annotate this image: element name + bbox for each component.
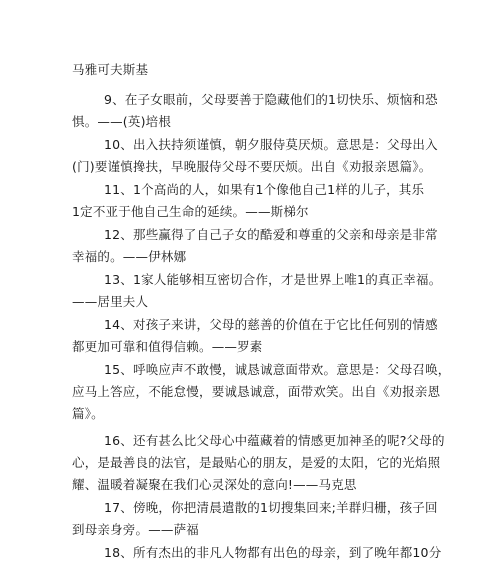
paragraph-16-line-1: 16、还有甚么比父母心中蕴藏着的情感更加神圣的呢?父母的 [104, 433, 445, 448]
paragraph-15-line-3: 篇》。 [72, 406, 104, 421]
paragraph-14-line-2: 都更加可靠和值得信赖。——罗素 [72, 339, 263, 354]
paragraph-16-line-2: 心，是最善良的法官，是最贴心的朋友，是爱的太阳，它的光焰照 [72, 455, 441, 470]
paragraph-13-line-2: ——居里夫人 [72, 294, 149, 309]
paragraph-14-line-1: 14、对孩子来讲，父母的慈善的价值在于它比任何别的情感 [104, 317, 438, 332]
text-line: 马雅可夫斯基 [72, 62, 149, 77]
paragraph-15-line-1: 15、呼唤应声不敢慢，诚恳诚意面带欢。意思是：父母召唤， [104, 362, 451, 377]
paragraph-13-line-1: 13、1家人能够相互密切合作，才是世界上唯1的真正幸福。 [104, 272, 442, 287]
paragraph-11-line-2: 1定不亚于他自己生命的延续。——斯梯尔 [72, 204, 309, 219]
paragraph-17-line-1: 17、傍晚，你把清晨遣散的1切搜集回来;羊群归栅，孩子回 [104, 500, 438, 515]
paragraph-18-line-1: 18、所有杰出的非凡人物都有出色的母亲，到了晚年都10分 [104, 545, 442, 560]
paragraph-15-line-2: 应马上答应，不能怠慢，要诚恳诚意，面带欢笑。出自《劝报亲恩 [72, 384, 441, 399]
paragraph-12-line-2: 幸福的。——伊林娜 [72, 249, 187, 264]
paragraph-11-line-1: 11、1个高尚的人，如果有1个像他自己1样的儿子，其乐 [104, 182, 425, 197]
paragraph-10-line-2: (门)要谨慎搀扶，早晚服侍父母不要厌烦。出自《劝报亲恩篇》。 [72, 159, 432, 174]
paragraph-9-line-2: 惧。——(英)培根 [72, 114, 172, 129]
paragraph-9-line-1: 9、在子女眼前，父母要善于隐藏他们的1切快乐、烦恼和恐 [104, 92, 438, 107]
paragraph-10-line-1: 10、出入扶持须谨慎，朝夕服侍莫厌烦。意思是：父母出入 [104, 137, 438, 152]
paragraph-17-line-2: 到母亲身旁。——萨福 [72, 522, 200, 537]
paragraph-12-line-1: 12、那些赢得了自己子女的酷爱和尊重的父亲和母亲是非常 [104, 227, 438, 242]
paragraph-16-line-3: 耀、温暖着凝聚在我们心灵深处的意向!——马克思 [72, 477, 357, 492]
